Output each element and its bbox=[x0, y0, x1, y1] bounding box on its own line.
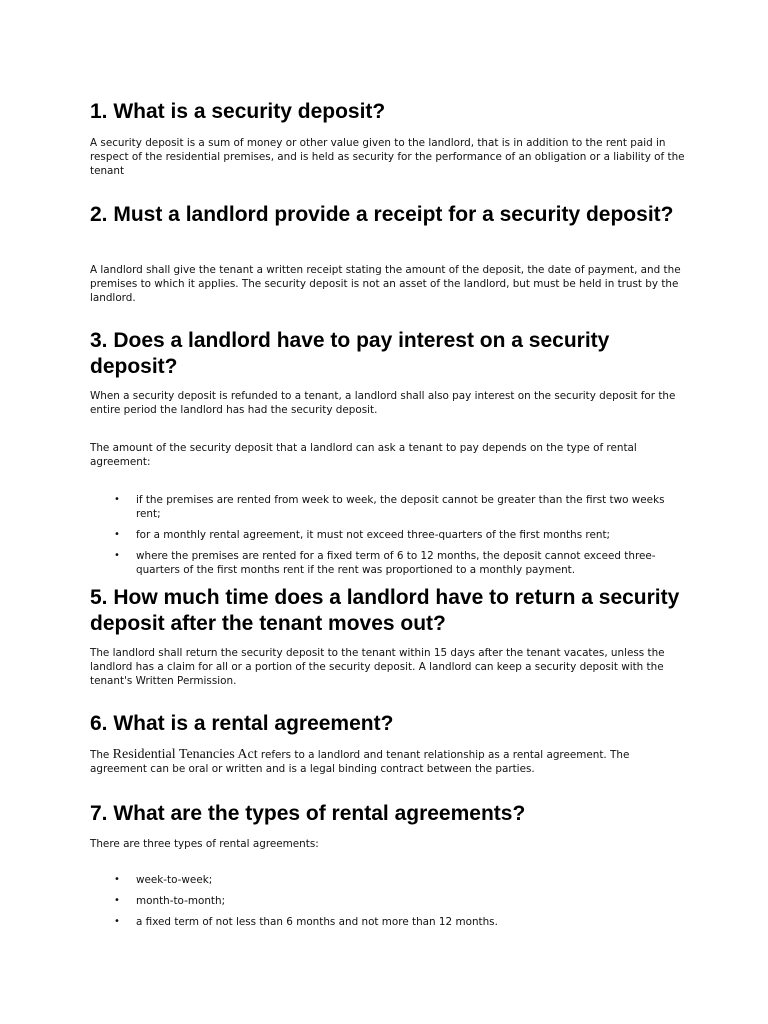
deposit-limits-list bbox=[90, 493, 685, 584]
list-item: • month-to-month; bbox=[114, 895, 226, 907]
list-item: • if the premises are rented from week to week, the deposit cannot be greater than the first two weeks rent; bbox=[114, 494, 665, 520]
heading-interest: 3. Does a landlord have to pay interest on a security deposit? bbox=[90, 329, 610, 378]
list-item: • where the premises are rented for a fixed term of 6 to 12 months, the deposit cannot exceed three-quarters of the first months rent if the rent was proportioned to a monthly payment. bbox=[114, 550, 656, 576]
heading-rental-agreement: 6. What is a rental agreement? bbox=[90, 712, 394, 735]
heading-types: 7. What are the types of rental agreements? bbox=[90, 802, 526, 825]
bullet-icon: • bbox=[114, 550, 120, 561]
bullet-icon: • bbox=[114, 895, 120, 906]
agreement-types-list bbox=[90, 873, 685, 936]
heading-security-deposit: 1. What is a security deposit? bbox=[90, 100, 386, 123]
bullet-icon: • bbox=[114, 494, 120, 505]
paragraph-receipt: A landlord shall give the tenant a written receipt stating the amount of the deposit, the date of payment, and the premises to which it applies. The security deposit is not an asset of the landlord, but must be held in trust by the landlord. bbox=[90, 264, 681, 304]
paragraph-rental-agreement: The Residential Tenancies Act refers to a landlord and tenant relationship as a rental agreement. The agreement can be oral or written and is a legal binding contract between the parties. bbox=[90, 747, 630, 775]
list-item: • week-to-week; bbox=[114, 874, 213, 886]
list-item: • for a monthly rental agreement, it must not exceed three-quarters of the first months rent; bbox=[114, 529, 611, 541]
paragraph-interest: When a security deposit is refunded to a tenant, a landlord shall also pay interest on the security deposit for the entire period the landlord has had the security deposit. bbox=[90, 390, 676, 416]
heading-receipt: 2. Must a landlord provide a receipt for a security deposit? bbox=[90, 203, 674, 226]
heading-return-time: 5. How much time does a landlord have to return a security deposit after the tenant moves out? bbox=[90, 586, 680, 635]
paragraph-return-time: The landlord shall return the security deposit to the tenant within 15 days after the tenant vacates, unless the landlord has a claim for all or a portion of the security deposit. A landlord can keep a security deposit with the tenant's Written Permission. bbox=[90, 647, 665, 687]
bullet-icon: • bbox=[114, 916, 120, 927]
bullet-icon: • bbox=[114, 529, 120, 540]
list-item: • a fixed term of not less than 6 months and not more than 12 months. bbox=[114, 916, 498, 928]
act-name: Residential Tenancies Act bbox=[112, 747, 258, 762]
paragraph-security-deposit: A security deposit is a sum of money or other value given to the landlord, that is in addition to the rent paid in respect of the residential premises, and is held as security for the performance of an obligation or a liability of the tenant bbox=[90, 137, 685, 177]
bullet-icon: • bbox=[114, 874, 120, 885]
paragraph-deposit-amount: The amount of the security deposit that a landlord can ask a tenant to pay depends on the type of rental agreement: bbox=[90, 442, 637, 468]
paragraph-types: There are three types of rental agreements: bbox=[90, 838, 319, 850]
